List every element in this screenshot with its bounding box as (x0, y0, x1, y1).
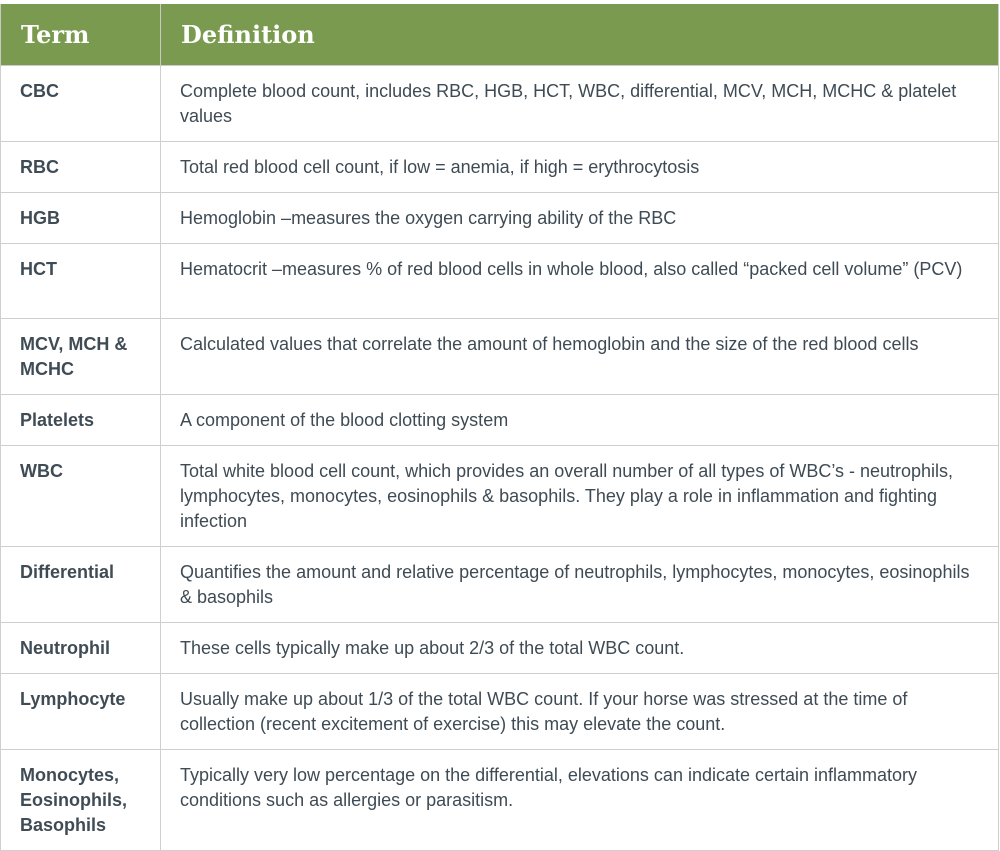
header-row (1, 4, 999, 66)
term-cell: HGB (1, 193, 161, 244)
blood-terms-table (0, 4, 999, 851)
definition-cell: These cells typically make up about 2/3 of the total WBC count. (161, 623, 999, 674)
term-cell: MCV, MCH & MCHC (1, 319, 161, 395)
definition-cell: Hematocrit –measures % of red blood cells in whole blood, also called “packed cell volume” (PCV) (161, 244, 999, 319)
terms-table-container (0, 4, 998, 851)
definition-column-header: Definition (161, 4, 999, 66)
definition-cell: Total red blood cell count, if low = anemia, if high = erythrocytosis (161, 142, 999, 193)
definition-cell: Typically very low percentage on the differential, elevations can indicate certain inflammatory conditions such as allergies or parasitism. (161, 750, 999, 851)
definition-cell: A component of the blood clotting system (161, 395, 999, 446)
table-row (1, 674, 999, 750)
table-row (1, 66, 999, 142)
table-row (1, 142, 999, 193)
table-row (1, 193, 999, 244)
table-row (1, 623, 999, 674)
term-cell: Monocytes, Eosinophils, Basophils (1, 750, 161, 851)
table-row (1, 244, 999, 319)
term-cell: Neutrophil (1, 623, 161, 674)
definition-cell: Total white blood cell count, which provides an overall number of all types of WBC’s - neutrophils, lymphocytes, monocytes, eosinophils & basophils. They play a role in inflammation and fighting infection (161, 446, 999, 547)
table-row (1, 446, 999, 547)
table-row (1, 750, 999, 851)
table-row (1, 547, 999, 623)
definition-cell: Hemoglobin –measures the oxygen carrying ability of the RBC (161, 193, 999, 244)
definition-cell: Usually make up about 1/3 of the total WBC count. If your horse was stressed at the time of collection (recent excitement of exercise) this may elevate the count. (161, 674, 999, 750)
term-column-header: Term (1, 4, 161, 66)
term-cell: WBC (1, 446, 161, 547)
table-row (1, 319, 999, 395)
definition-cell: Complete blood count, includes RBC, HGB, HCT, WBC, differential, MCV, MCH, MCHC & platelet values (161, 66, 999, 142)
term-cell: CBC (1, 66, 161, 142)
definition-cell: Quantifies the amount and relative percentage of neutrophils, lymphocytes, monocytes, eosinophils & basophils (161, 547, 999, 623)
definition-cell: Calculated values that correlate the amount of hemoglobin and the size of the red blood cells (161, 319, 999, 395)
table-header (1, 4, 999, 66)
term-cell: Differential (1, 547, 161, 623)
table-row (1, 395, 999, 446)
term-cell: Platelets (1, 395, 161, 446)
table-body (1, 66, 999, 851)
term-cell: Lymphocyte (1, 674, 161, 750)
term-cell: HCT (1, 244, 161, 319)
term-cell: RBC (1, 142, 161, 193)
